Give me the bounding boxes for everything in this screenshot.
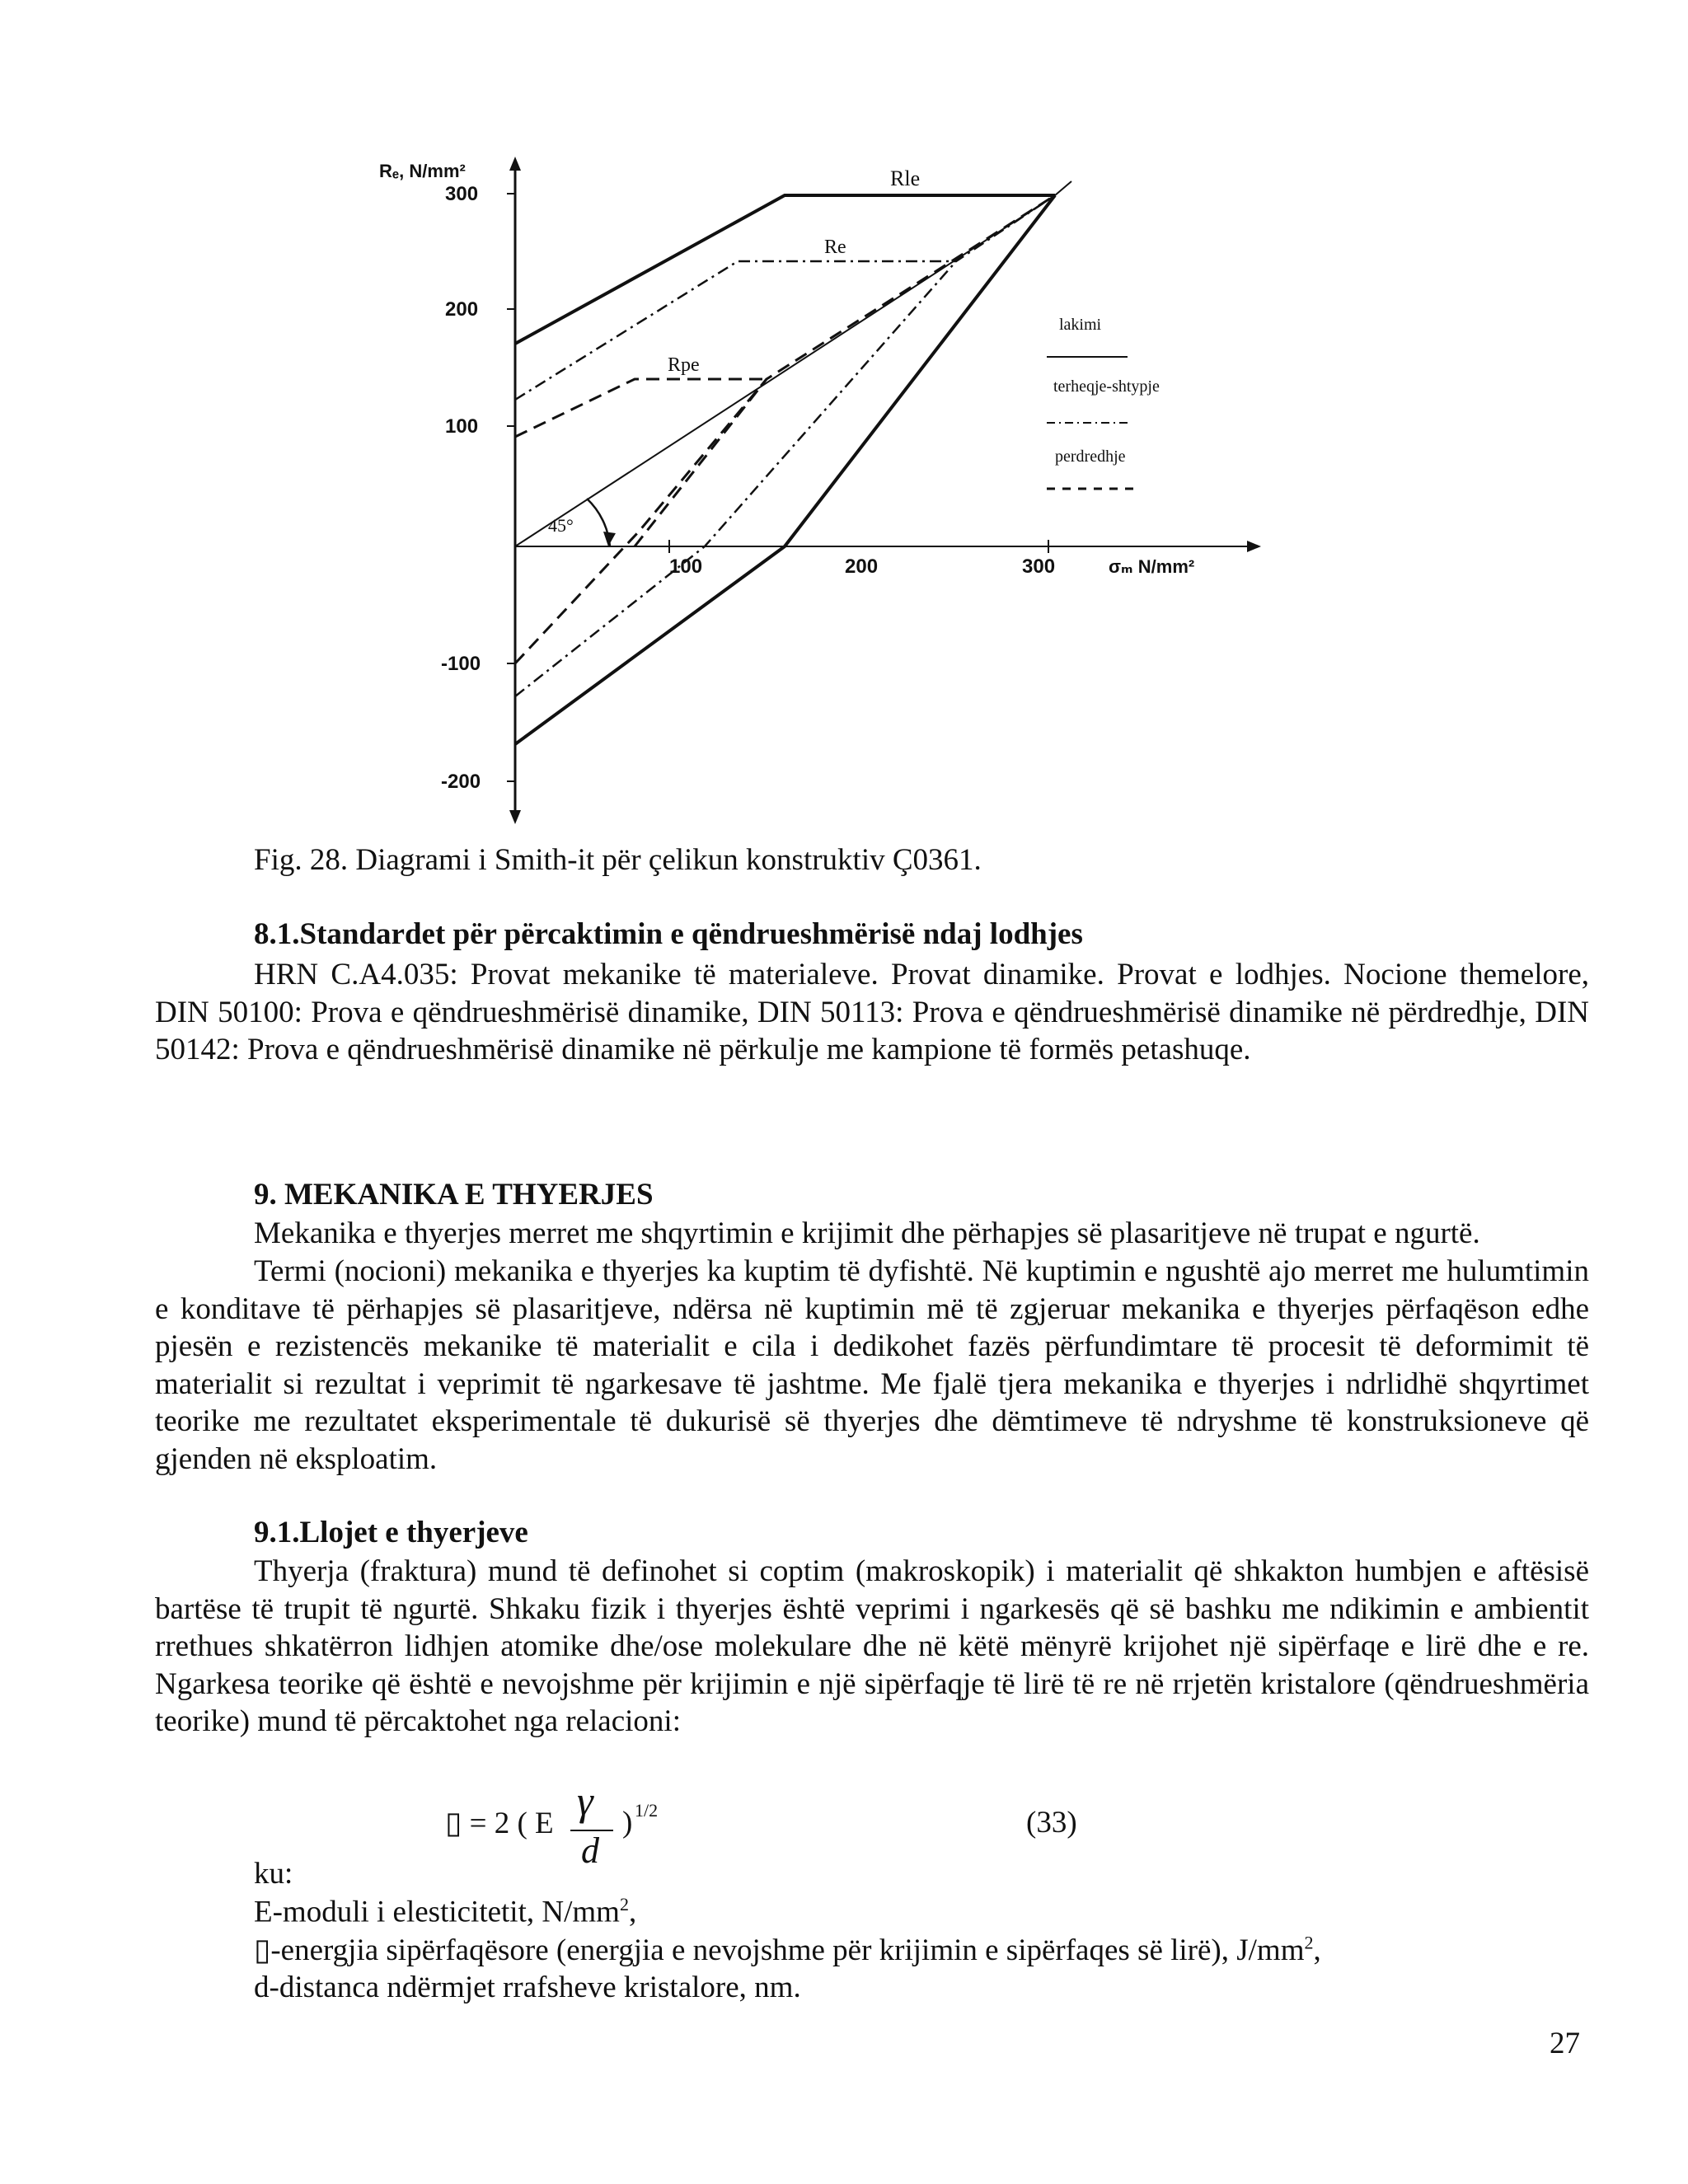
section-9-heading: 9. MEKANIKA E THYERJES xyxy=(254,1178,654,1212)
x-tick-label: 200 xyxy=(845,555,879,578)
section-9-p2-text: Termi (nocioni) mekanika e thyerjes ka kuptim të dyfishtë. Në kuptimin e ngushtë ajo merret me hulumtimin e konditave të përhapjes së plasaritjeve, ndërsa në kuptimin më të zgjeruar mekanika e thyerjes përfaqëson edhe pjesën e rezistencës mekanike të materialit e cila i dedikohet fazës përfundimtare të procesit të deformimit të materialit si rezultat i veprimit të ngarkesave të jashtme. Me fjalë tjera mekanika e thyerjes i ndrlidhë shqyrtimet teorike me rezultatet eksperimentale të dukurisë së thyerjes dhe dëmtimeve të ndryshme të konstruksioneve që gjenden në eksploatim. xyxy=(155,1254,1589,1476)
formula-33 xyxy=(445,1778,874,1877)
x-tick-label: 300 xyxy=(1022,555,1056,578)
x-tick-label: 100 xyxy=(669,555,703,578)
upper-bending-tip xyxy=(1055,181,1071,195)
definition-energy-tail: , xyxy=(1313,1933,1321,1967)
angle-arrow xyxy=(603,532,616,546)
definition-distance: d-distanca ndërmjet rrafsheve kristalore, nm. xyxy=(254,1971,801,2004)
smith-diagram xyxy=(363,144,1302,837)
definition-e-modulus-text: E-moduli i elesticitetit, N/mm xyxy=(254,1895,620,1929)
figure-caption: Fig. 28. Diagrami i Smith-it për çelikun konstruktiv Ç0361. xyxy=(254,843,982,877)
section-9-1-heading: 9.1.Llojet e thyerjeve xyxy=(254,1516,528,1549)
definition-energy-sup: 2 xyxy=(1304,1932,1314,1953)
page-number: 27 xyxy=(1550,2027,1580,2060)
x-axis-label: σₘ N/mm² xyxy=(1109,556,1195,577)
definition-e-modulus-tail: , xyxy=(628,1895,637,1929)
smith-diagram-svg xyxy=(363,144,1302,837)
y-tick-label: 200 xyxy=(445,298,479,321)
definitions-ku: ku: xyxy=(254,1857,293,1891)
definition-e-modulus xyxy=(254,1894,636,1929)
formula-denominator: d xyxy=(581,1830,599,1871)
x-axis-arrow xyxy=(1247,541,1261,552)
section-9-p1-text: Mekanika e thyerjes merret me shqyrtimin e krijimit dhe përhapjes së plasaritjeve në trupat e ngurtë. xyxy=(254,1216,1480,1250)
legend-label-bending: lakimi xyxy=(1059,316,1102,334)
section-9-paragraph-2 xyxy=(155,1253,1589,1478)
rpe-label: Rpe xyxy=(668,354,700,376)
section-9-1-text: Thyerja (fraktura) mund të definohet si coptim (makroskopik) i materialit që shkakton humbjen e aftësisë bartëse të trupit të ngurtë. Shkaku fizik i thyerjes është veprimi i ngarkesës që së bashku me ndikimin e ambientit rrethues shkatërron lidhjen atomike dhe/ose molekulare dhe në këtë mënyrë krijohet një sipërfaqe e lirë dhe e re. Ngarkesa teorike që është e nevojshme për krijimin e një sipërfaqje të lirë të re në rrjetën kristalore (qëndrueshmëria teorike) mund të përcaktohet nga relacioni: xyxy=(155,1554,1589,1738)
lower-bending-curve xyxy=(515,195,1055,744)
formula-close-paren: ) xyxy=(622,1806,633,1840)
formula-lhs: ▯ = 2 ( E xyxy=(445,1807,554,1840)
equation-number: (33) xyxy=(1026,1806,1077,1840)
y-tick-label: -200 xyxy=(441,771,481,793)
section-9-1-paragraph xyxy=(155,1553,1589,1741)
angle-label: 45° xyxy=(548,515,574,536)
rle-label: Rle xyxy=(890,166,921,190)
formula-numerator: γ xyxy=(577,1778,593,1824)
y-axis-arrow-down xyxy=(509,810,521,824)
upper-bending-curve xyxy=(515,195,1055,344)
y-tick-label: 300 xyxy=(445,183,479,205)
definition-energy-text: ▯-energjia sipërfaqësore (energjia e nevojshme për krijimin e sipërfaqes së lirë), J/mm xyxy=(254,1933,1305,1967)
section-8-1-heading: 8.1.Standardet për përcaktimin e qëndrueshmërisë ndaj lodhjes xyxy=(254,917,1083,951)
re-label: Re xyxy=(824,237,846,258)
section-9-paragraph-1 xyxy=(155,1215,1589,1253)
definition-e-modulus-sup: 2 xyxy=(619,1894,629,1915)
y-axis-label: Rₑ, N/mm² xyxy=(379,161,466,181)
legend-label-torsion: perdredhje xyxy=(1055,448,1126,466)
y-tick-label: -100 xyxy=(441,653,481,675)
section-8-1-text: HRN C.A4.035: Provat mekanike të materialeve. Provat dinamike. Provat e lodhjes. Nocione themelore, DIN 50100: Prova e qëndrueshmërisë dinamike, DIN 50113: Prova e qëndrueshmërisë dinamike në përdredhje, DIN 50142: Prova e qëndrueshmërisë dinamike në përkulje me kampione të formës petashuqe. xyxy=(155,958,1589,1066)
definition-energy xyxy=(254,1932,1321,1968)
y-tick-label: 100 xyxy=(445,415,479,438)
y-axis-arrow-up xyxy=(509,157,521,171)
formula-exponent: 1/2 xyxy=(635,1800,659,1821)
legend-label-tension: terheqje-shtypje xyxy=(1053,377,1160,396)
section-8-1-paragraph xyxy=(155,956,1589,1069)
lower-tension-compression-curve xyxy=(515,261,956,696)
